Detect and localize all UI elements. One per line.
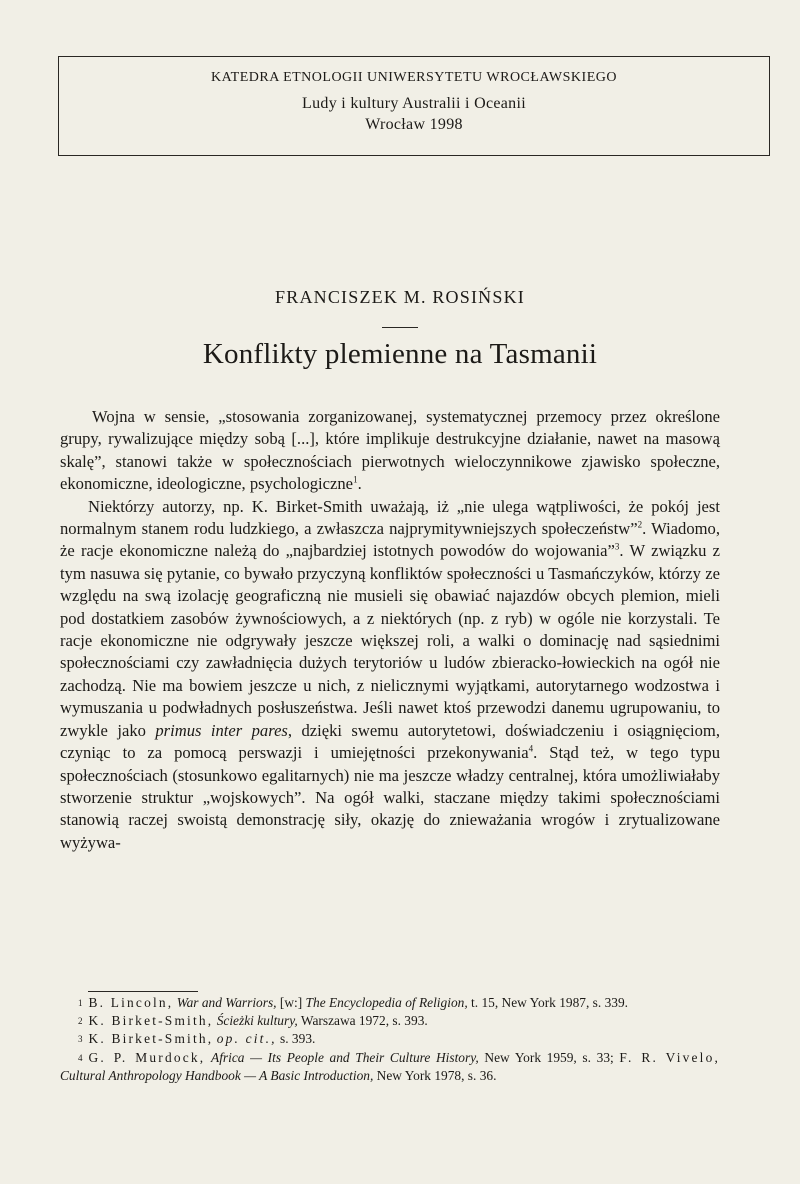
footnote-ref-4: 4: [528, 743, 534, 754]
footnote-4: [60, 1049, 720, 1085]
footnote-ref-1: 1: [353, 474, 358, 485]
footnote-4-author: G. P. Murdock,: [88, 1049, 206, 1065]
place-year: Wrocław 1998: [365, 116, 463, 133]
footnote-1-rest: t. 15, New York 1987, s. 339.: [467, 995, 629, 1010]
footnote-4-author-2: F. R. Vivelo,: [619, 1049, 721, 1065]
paragraph-2-text-d: , dzięki swemu autorytetowi, doświadczeniu i osiągnięciom, czyniąc to za pomocą perswazji i umiejętności przekonywania: [60, 720, 720, 763]
latin-phrase: primus inter pares: [155, 720, 288, 740]
footnote-4-work-2: Cultural Anthropology Handbook — A Basic Introduction,: [60, 1067, 374, 1083]
paragraph-2-text-c: . W związku z tym nasuwa się pytanie, co bywało przyczyną konfliktów społeczności u Tasmańczyków, którzy ze względu na swą izolację geograficzną nie musieli się obawiać najazdów obcych plemion, mieli pod dostatkiem zasobów żywnościowych, a z niektórych (np. z ryb) w ogóle nie korzystali. Te racje ekonomiczne nie odgrywały jeszcze większej roli, a walki o dominację nad sąsiednimi społecznościami czy zawładnięcia dużych terytoriów u ludów zbieracko-łowieckich na ogół nie zachodzą. Nie ma bowiem jeszcze u nich, z nielicznymi wyjątkami, autorytarnego wodzostwa i wymuszania u podwładnych posłuszeństwa. Jeśli nawet ktoś przewodzi danemu ugrupowaniu, to zwykle jako: [60, 541, 720, 740]
footnote-3: [60, 1030, 720, 1048]
series-title: Ludy i kultury Australii i Oceanii: [302, 95, 526, 112]
footnote-1-source: The Encyclopedia of Religion,: [305, 995, 468, 1010]
article-body: [60, 406, 720, 854]
paragraph-1-text: Wojna w sensie, „stosowania zorganizowanej, systematycznej przemocy przez określone grupy, rywalizujące między sobą [...], które implikuje destrukcyjne działanie, nawet na masową skalę”, stanowi także w społecznościach pierwotnych wieloczynnikowe zjawisko społeczne, ekonomiczne, ideologiczne, psychologiczne: [60, 407, 720, 494]
footnote-1-number: 1: [78, 998, 83, 1008]
series-header-box: [58, 56, 770, 156]
footnote-4-work: Africa — Its People and Their Culture History,: [211, 1049, 479, 1065]
footnote-1-mid: [w:]: [276, 995, 306, 1010]
footnote-2-rest: Warszawa 1972, s. 393.: [297, 1013, 428, 1029]
footnote-1-author: B. Lincoln,: [88, 995, 174, 1010]
paragraph-1-end: .: [357, 474, 362, 494]
footnotes: [60, 994, 720, 1085]
title-divider: [382, 327, 418, 328]
footnote-3-work: op. cit.,: [216, 1031, 277, 1047]
footnote-2-number: 2: [78, 1016, 83, 1027]
footnote-4-rest: New York 1978, s. 36.: [373, 1067, 497, 1083]
footnote-2-work: Ścieżki kultury,: [216, 1013, 298, 1029]
paragraph-2-text-e: . Stąd też, w tego typu społecznościach (stosunkowo egalitarnych) nie ma jeszcze władzy centralnej, która umożliwiałaby stworzenie struktur „wojskowych”. Na ogół walki, staczane między takimi społecznościami stanowią raczej swoistą demonstrację siły, okazję do znieważania wrogów i zrytualizowane wyżywa-: [60, 743, 720, 852]
footnote-ref-3: 3: [614, 541, 620, 552]
article-title: Konflikty plemienne na Tasmanii: [202, 338, 598, 370]
footnote-2: [60, 1012, 720, 1030]
footnote-divider: [88, 991, 198, 992]
institution-name: KATEDRA ETNOLOGII UNIWERSYTETU WROCŁAWSKIEGO: [211, 70, 617, 85]
footnote-ref-2: 2: [637, 519, 643, 530]
footnote-3-author: K. Birket-Smith,: [88, 1031, 214, 1047]
footnote-4-mid: New York 1959, s. 33;: [478, 1049, 620, 1065]
paragraph-2-text-a: Niektórzy autorzy, np. K. Birket-Smith uważają, iż „nie ulega wątpliwości, że pokój jest normalnym stanem rodu ludzkiego, a zwłaszcza najprymitywniejszych społeczeństw”: [60, 496, 720, 539]
paragraph-2-text-b: . Wiadomo, że racje ekonomiczne należą do „najbardziej istotnych powodów do wojowania”: [60, 519, 720, 561]
footnote-3-rest: s. 393.: [276, 1031, 316, 1047]
footnote-1-work: War and Warriors,: [176, 995, 277, 1010]
footnote-2-author: K. Birket-Smith,: [88, 1013, 214, 1029]
paragraph-2: [60, 496, 720, 855]
footnote-1: [60, 994, 720, 1012]
paragraph-1: [60, 406, 720, 496]
article-author: FRANCISZEK M. ROSIŃSKI: [275, 287, 525, 307]
footnote-3-number: 3: [78, 1034, 83, 1045]
footnote-4-number: 4: [78, 1052, 83, 1063]
